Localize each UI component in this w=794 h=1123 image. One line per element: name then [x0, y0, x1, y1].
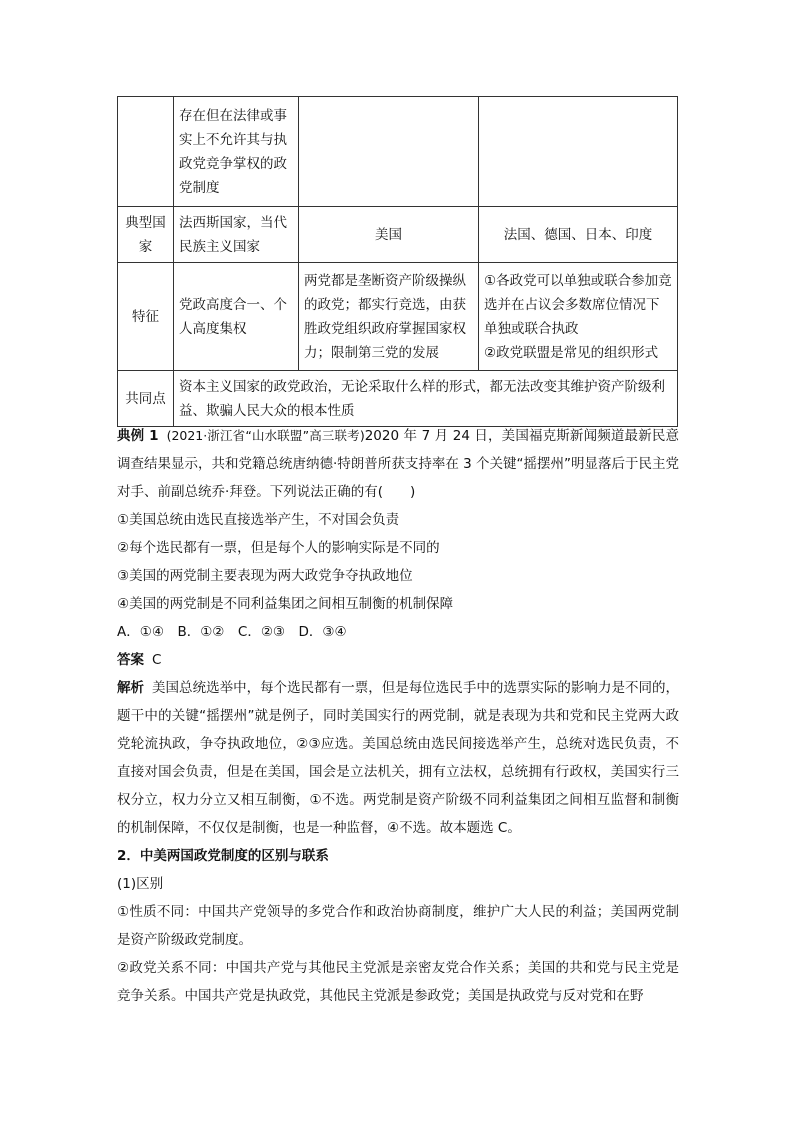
subsection-heading: (1)区别	[117, 876, 164, 892]
section-heading: 2．中美两国政党制度的区别与联系	[117, 848, 329, 864]
answer-line	[117, 646, 679, 674]
option-4: ④美国的两党制是不同利益集团之间相互制衡的机制保障	[117, 596, 454, 612]
table-cell: 资本主义国家的政党政治，无论采取什么样的形式，都无法改变其维护资产阶级利益、欺骗人民大众的根本性质	[174, 371, 678, 427]
table-cell: 美国	[299, 207, 479, 263]
answer-choices: A．①④ B．①② C．②③ D．③④	[117, 624, 347, 640]
row-header-typical-countries: 典型国家	[118, 207, 174, 263]
table-cell: 法国、德国、日本、印度	[479, 207, 678, 263]
analysis-label: 解析	[117, 680, 145, 696]
option-2: ②每个选民都有一票，但是每个人的影响实际是不同的	[117, 540, 440, 556]
answer-value: C	[152, 652, 162, 668]
example-question-text: 2020 年 7 月 24 日，美国福克斯新闻频道最新民意调查结果显示，共和党籍总统唐纳德·特朗普所获支持率在 3 个关键“摇摆州”明显落后于民主党对手、前副总统乔·拜登。下列说法正确的有( )	[117, 428, 679, 500]
option-3: ③美国的两党制主要表现为两大政党争夺执政地位	[117, 568, 413, 584]
table-cell: 两党都是垄断资产阶级操纵的政党；都实行竞选，由获胜政党组织政府掌握国家权力；限制第三党的发展	[299, 263, 479, 371]
table-cell: 存在但在法律或事实上不允许其与执政党竞争掌权的政党制度	[174, 97, 299, 207]
row-header-features: 特征	[118, 263, 174, 371]
example-label: 典例 1	[117, 428, 159, 444]
row-header-common-points: 共同点	[118, 371, 174, 427]
document-body	[117, 422, 679, 1010]
feature-point-2: ②政党联盟是常见的组织形式	[484, 344, 659, 361]
example-source: (2021·浙江省“山水联盟”高三联考)	[166, 428, 365, 443]
table-cell	[118, 97, 174, 207]
answer-label: 答案	[117, 652, 144, 668]
option-1: ①美国总统由选民直接选举产生，不对国会负责	[117, 512, 400, 528]
table-cell: 法西斯国家，当代民族主义国家	[174, 207, 299, 263]
table-cell	[479, 97, 678, 207]
table-row	[118, 371, 678, 427]
section-paragraph-1: ①性质不同：中国共产党领导的多党合作和政治协商制度，维护广大人民的利益；美国两党制是资产阶级政党制度。	[117, 904, 679, 948]
table-cell	[479, 263, 678, 371]
feature-point-1: ①各政党可以单独或联合参加竞选并在占议会多数席位情况下单独或联合执政	[484, 272, 672, 337]
comparison-table	[117, 96, 678, 427]
section-paragraph-2: ②政党关系不同：中国共产党与其他民主党派是亲密友党合作关系；美国的共和党与民主党是竞争关系。中国共产党是执政党，其他民主党派是参政党；美国是执政党与反对党和在野	[117, 960, 679, 1004]
example-question	[117, 422, 679, 506]
table-row	[118, 97, 678, 207]
table-cell: 党政高度合一、个人高度集权	[174, 263, 299, 371]
analysis-text: 美国总统选举中，每个选民都有一票，但是每位选民手中的选票实际的影响力是不同的，题干中的关键“摇摆州”就是例子，同时美国实行的两党制，就是表现为共和党和民主党两大政党轮流执政，争夺执政地位，②③应选。美国总统由选民间接选举产生，总统对选民负责，不直接对国会负责，但是在美国，国会是立法机关，拥有立法权，总统拥有行政权，美国实行三权分立，权力分立又相互制衡，①不选。两党制是资产阶级不同利益集团之间相互监督和制衡的机制保障，不仅仅是制衡，也是一种监督，④不选。故本题选 C。	[117, 680, 680, 836]
table-cell	[299, 97, 479, 207]
table-row	[118, 263, 678, 371]
analysis-paragraph	[117, 674, 679, 842]
table-row	[118, 207, 678, 263]
